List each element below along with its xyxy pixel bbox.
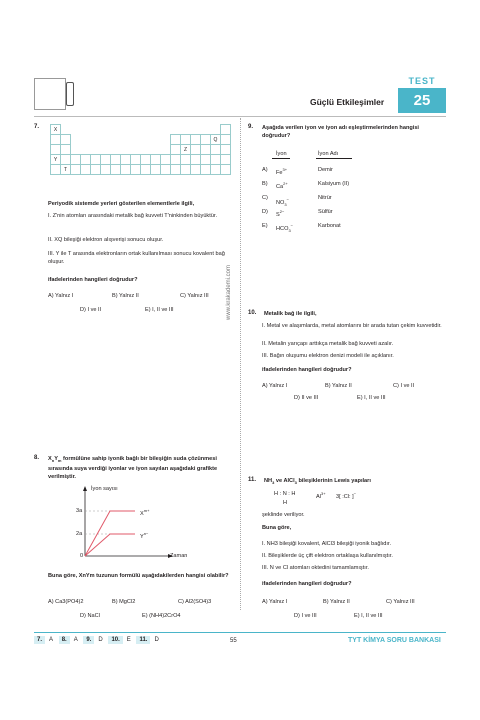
q7-stem: Periyodik sistemde yerleri gösterilen elementlerle ilgili, — [48, 201, 195, 207]
q10-choice-d[interactable]: D) II ve III — [294, 395, 319, 401]
answer-7-value: A — [49, 637, 54, 643]
graph-ylabel: İyon sayısı — [91, 486, 118, 492]
graph-label-y: $Y^{n-}$ — [140, 531, 149, 540]
q7-choice-e[interactable]: E) I, II ve III — [145, 307, 174, 313]
q7-choice-b[interactable]: B) Yalnız II — [112, 293, 139, 299]
answer-10-value: E — [126, 637, 131, 643]
column-divider — [240, 118, 241, 610]
test-label: TEST — [408, 76, 436, 86]
pt-t: T — [61, 165, 71, 175]
q7-choice-d[interactable]: D) I ve II — [80, 307, 102, 313]
lewis-cl-text: 3[ :Cl: ] — [336, 493, 354, 500]
brand-label: TYT KİMYA SORU BANKASI — [348, 637, 441, 644]
phone-icon — [66, 82, 74, 106]
q8-question: Buna göre, XnYm tuzunun formülü aşağıdakilerden hangisi olabilir? — [48, 573, 229, 579]
q9-ion-d-text: S — [276, 211, 280, 218]
q9-stem: Aşağıda verilen iyon ve iyon adı eşleştirmelerinden hangisi doğrudur? — [262, 125, 419, 139]
q9-ion-b: $Ca^{2+}$ — [276, 181, 288, 190]
pt-y: Y — [51, 155, 61, 165]
q8-choice-c[interactable]: C) Al2(SO4)3 — [178, 599, 212, 605]
q11-stem-a: NH — [264, 478, 273, 484]
q11-item-3: III. N ve Cl atomları oktedini tamamlamıştır. — [262, 565, 369, 571]
q7-item-1: I. Z'nin atomları arasındaki metalik bağ kuvveti T'ninkinden büyüktür. — [48, 213, 217, 219]
pt-q: Q — [211, 135, 221, 145]
q10-choice-b[interactable]: B) Yalnız II — [325, 383, 352, 389]
test-badge — [398, 88, 446, 113]
answer-8-value: A — [73, 637, 78, 643]
qr-code[interactable] — [34, 78, 66, 110]
q11-item-1: I. NH3 bileşiği kovalent, AlCl3 bileşiği iyonik bağlıdır. — [262, 541, 392, 547]
q8-choice-e[interactable]: E) (NH4)2CrO4 — [142, 613, 181, 619]
q11-number: 11. — [248, 477, 257, 483]
q9-col-name: İyon Adı — [318, 151, 339, 157]
q8-choice-b[interactable]: B) MgCl2 — [112, 599, 136, 605]
pt-z: Z — [181, 145, 191, 155]
q9-name-b: Kalsiyum (II) — [318, 181, 350, 187]
header-divider — [34, 116, 446, 117]
q9-ion-d: $S^{2-}$ — [276, 209, 285, 218]
q11-stem: $NH_3$ ve AlCl$_3$ bileşiklerinin Lewis yapıları — [264, 478, 371, 486]
q10-item-1: I. Metal ve alaşımlarda, metal atomlarını bir arada tutan çekim kuvvetidir. — [262, 323, 442, 329]
lewis-nh3: H : N : H — [274, 491, 296, 497]
q10-stem: Metalik bağ ile ilgili, — [264, 311, 317, 317]
graph-tick-2a: 2a — [76, 531, 83, 537]
watermark: www.krakademi.com — [226, 264, 232, 320]
q9-ion-a-text: Fe — [276, 169, 283, 176]
graph-origin: 0 — [80, 553, 84, 559]
q9-ion-c: $NO_3^-$ — [276, 197, 289, 207]
q11-choice-c[interactable]: C) Yalnız III — [386, 599, 415, 605]
q9-opt-a[interactable]: A) — [262, 167, 268, 173]
periodic-table — [50, 124, 231, 175]
q8-choice-d[interactable]: D) NaCl — [80, 613, 100, 619]
q9-name-d: Sülfür — [318, 209, 333, 215]
q9-opt-d[interactable]: D) — [262, 209, 268, 215]
q9-col-underline-1 — [272, 158, 290, 159]
answer-11-value: D — [154, 637, 159, 643]
answer-10-number: 10. — [108, 636, 122, 644]
graph-label-x-text: X — [140, 510, 144, 517]
q11-stem-b: ve AlCl — [275, 478, 295, 484]
page-title: Güçlü Etkileşimler — [310, 97, 385, 107]
q9-name-a: Demir — [318, 167, 333, 173]
q9-col-underline-2 — [316, 158, 352, 159]
q11-choice-b[interactable]: B) Yalnız II — [323, 599, 350, 605]
q10-number: 10. — [248, 310, 257, 316]
graph-label-y-text: Y — [140, 533, 144, 540]
q10-question: ifadelerinden hangileri doğrudur? — [262, 367, 352, 373]
graph-label-x: $X^{m+}$ — [140, 508, 150, 517]
answer-9-number: 9. — [83, 636, 94, 644]
answer-11-number: 11. — [136, 636, 150, 644]
y-axis-arrow — [83, 486, 87, 491]
q7-choice-a[interactable]: A) Yalnız I — [48, 293, 74, 299]
answer-9-value: D — [98, 637, 103, 643]
pt-x: X — [51, 125, 61, 135]
q9-ion-c-text: NO — [276, 199, 285, 206]
lewis-al-text: Al — [316, 493, 321, 500]
q9-opt-b[interactable]: B) — [262, 181, 268, 187]
q7-choice-c[interactable]: C) Yalnız III — [180, 293, 209, 299]
q10-item-2: II. Metalin yarıçapı arttıkça metalik bağ kuvveti azalır. — [262, 341, 394, 347]
q9-ion-e-text: HCO — [276, 225, 289, 232]
q11-choice-d[interactable]: D) I ve III — [294, 613, 317, 619]
series-y — [85, 534, 135, 556]
q11-stem-c: bileşiklerinin Lewis yapıları — [298, 478, 371, 484]
q9-ion-b-text: Ca — [276, 183, 284, 190]
q7-item-3: III. Y ile T arasında elektronların ortak kullanılması sonucu kovalent bağ oluşur. — [48, 251, 225, 265]
page-number: 55 — [230, 638, 237, 644]
q11-question: ifadelerinden hangileri doğrudur? — [262, 581, 352, 587]
q10-choice-a[interactable]: A) Yalnız I — [262, 383, 288, 389]
answer-8-number: 8. — [59, 636, 70, 644]
q9-number: 9. — [248, 124, 254, 130]
graph-xlabel: Zaman — [170, 553, 188, 559]
q11-given: şeklinde veriliyor. — [262, 512, 305, 518]
q8-choice-a[interactable]: A) Ca3(PO4)2 — [48, 599, 84, 605]
q9-opt-c[interactable]: C) — [262, 195, 268, 201]
lewis-nh3-h: H — [283, 500, 288, 506]
q8-stem-text: formülüne sahip iyonik bağlı bir bileşiğin suda çözünmesi sırasında suya verdiği iyonlar ve iyon sayıları aşağıdaki grafikte verilmiştir. — [48, 456, 218, 481]
lewis-al: $Al^{3+}$ — [316, 491, 326, 500]
q10-choice-c[interactable]: C) I ve II — [393, 383, 415, 389]
q9-opt-e[interactable]: E) — [262, 223, 268, 229]
q7-question: ifadelerinden hangileri doğrudur? — [48, 277, 138, 283]
q9-ion-a: $Fe^{3+}$ — [276, 167, 288, 176]
q9-name-c: Nitrür — [318, 195, 332, 201]
q11-choice-a[interactable]: A) Yalnız I — [262, 599, 288, 605]
q11-choice-e[interactable]: E) I, II ve III — [354, 613, 383, 619]
q7-item-2: II. XQ bileşiği elektron alışverişi sonucu oluşur. — [48, 237, 164, 243]
graph-tick-3a: 3a — [76, 508, 83, 514]
answer-key — [34, 636, 163, 644]
q8-number: 8. — [34, 455, 40, 461]
q9-ion-e: $HCO_3^-$ — [276, 223, 294, 233]
q8-stem: $X_nY_m$ formülüne sahip iyonik bağlı bir bileşiğin suda çözünmesi sırasında suya verdiği iyonlar ve iyon sayıları aşağıdaki grafikte verilmiştir. — [48, 456, 218, 481]
test-number: 25 — [413, 92, 431, 109]
q9-name-e: Karbonat — [318, 223, 341, 229]
q9-col-ion: İyon — [276, 151, 287, 157]
q10-item-3: III. Bağın oluşumu elektron denizi modeli ile açıklanır. — [262, 353, 394, 359]
q10-choice-e[interactable]: E) I, II ve III — [357, 395, 386, 401]
lewis-cl: 3[ :Cl: ]− — [336, 491, 357, 500]
q11-lead: Buna göre, — [262, 525, 292, 531]
q11-item-2: II. Bileşiklerde üç çift elektron ortaklaşa kullanılmıştır. — [262, 553, 393, 559]
footer-divider — [34, 632, 446, 633]
q7-number: 7. — [34, 124, 40, 130]
answer-7-number: 7. — [34, 636, 45, 644]
